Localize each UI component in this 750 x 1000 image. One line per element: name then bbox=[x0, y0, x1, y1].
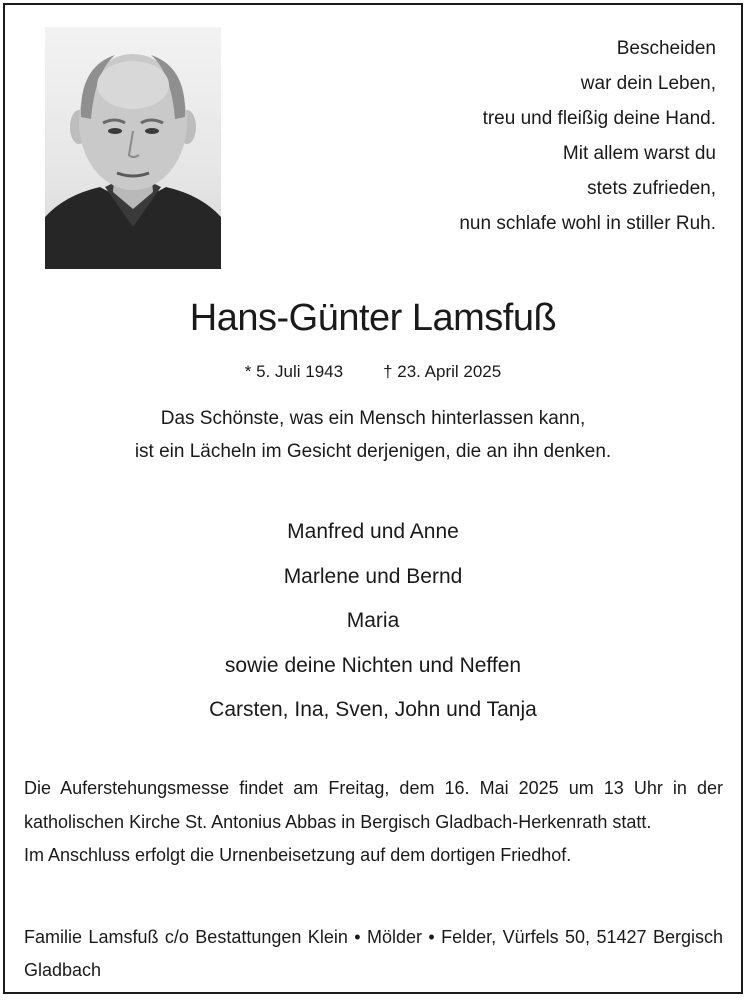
obituary-notice bbox=[3, 3, 743, 994]
deceased-name: Hans-Günter Lamsfuß bbox=[189, 297, 557, 339]
funeral-mass-text: Die Auferstehungsmesse findet am Freitag, dem 16. Mai 2025 um 13 Uhr in der katholischen Kirche St. Antonius Abbas in Bergisch Gladbach-Herkenrath statt. bbox=[24, 778, 723, 832]
quote-line: Das Schönste, was ein Mensch hinterlassen kann, bbox=[160, 408, 586, 429]
mourners-list bbox=[5, 510, 741, 733]
mourner-entry: Manfred und Anne bbox=[287, 520, 459, 543]
mourner-entry: Marlene und Bernd bbox=[283, 564, 463, 588]
memorial-poem bbox=[459, 31, 716, 241]
undertaker-address bbox=[24, 921, 723, 987]
life-dates bbox=[5, 362, 741, 382]
birth-date: * 5. Juli 1943 bbox=[244, 362, 344, 381]
poem-line: war dein Leben, bbox=[580, 73, 716, 94]
death-date: † 23. April 2025 bbox=[383, 362, 502, 381]
portrait-photo bbox=[45, 27, 221, 269]
portrait-illustration bbox=[45, 27, 221, 269]
undertaker-text: Familie Lamsfuß c/o Bestattungen Klein • Mölder • Felder, Vürfels 50, 51427 Bergisch Gladbach bbox=[24, 927, 723, 980]
mourner-entry: Carsten, Ina, Sven, John und Tanja bbox=[209, 698, 537, 721]
poem-line: stets zufrieden, bbox=[587, 178, 716, 199]
mourner-entry: Maria bbox=[346, 609, 400, 632]
quote-line: ist ein Lächeln im Gesicht derjenigen, die an ihn denken. bbox=[134, 441, 612, 462]
poem-line: treu und fleißig deine Hand. bbox=[482, 108, 716, 129]
urn-burial-text: Im Anschluss erfolgt die Urnenbeisetzung auf dem dortigen Friedhof. bbox=[24, 845, 572, 865]
mourner-entry: sowie deine Nichten und Neffen bbox=[224, 653, 522, 677]
memorial-quote bbox=[5, 402, 741, 468]
service-information bbox=[24, 772, 723, 873]
poem-line: Mit allem warst du bbox=[562, 143, 716, 164]
poem-line: nun schlafe wohl in stiller Ruh. bbox=[459, 213, 716, 234]
poem-line: Bescheiden bbox=[616, 38, 716, 59]
